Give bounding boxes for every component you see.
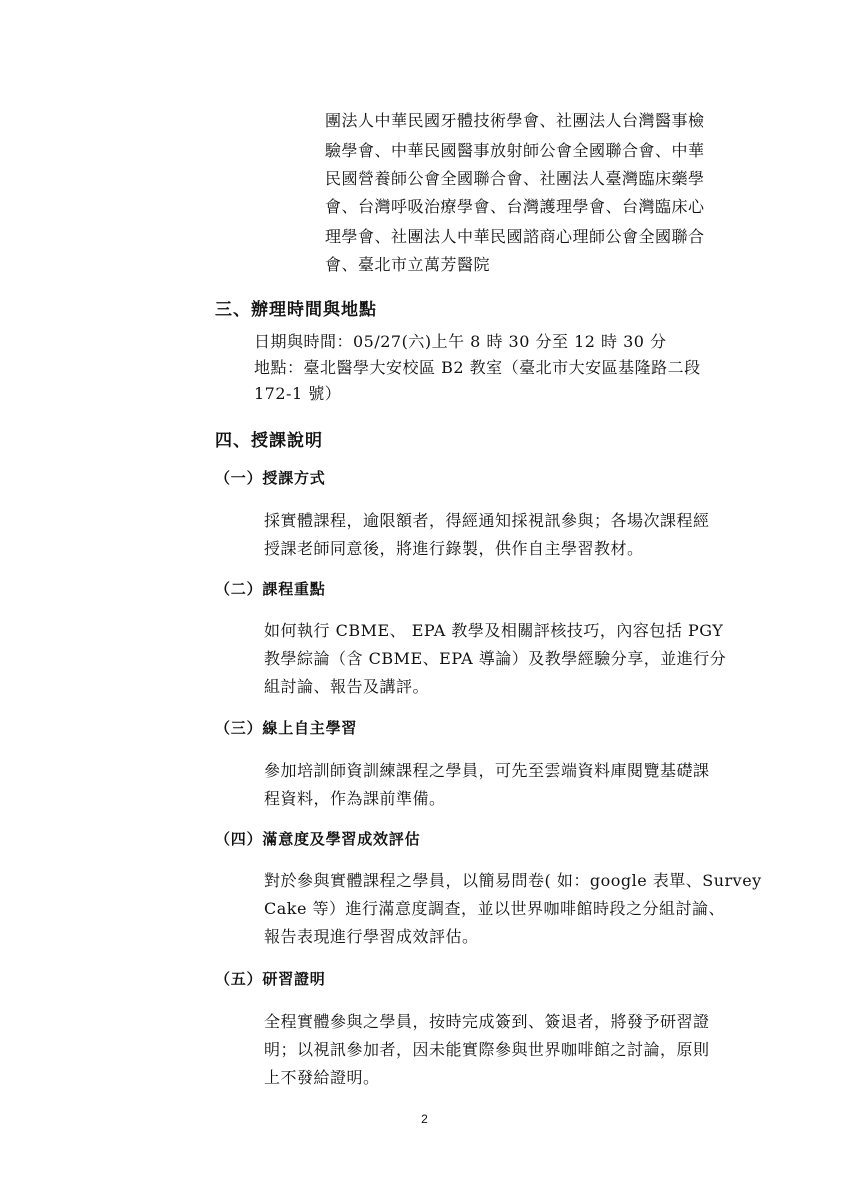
text-line: 驗學會、中華民國醫事放射師公會全國聯合會、中華 [325, 141, 705, 160]
text-line: 報告表現進行學習成效評估。 [264, 927, 479, 946]
text-line: 上不發給證明。 [264, 1068, 380, 1087]
text-line: 民國營養師公會全國聯合會、社團法人臺灣臨床藥學 [325, 169, 705, 188]
subsection-title-course-focus: （二）課程重點 [215, 580, 326, 598]
text-line: 明；以視訊參加者，因未能實際參與世界咖啡館之討論，原則 [264, 1040, 710, 1059]
text-line: 全程實體參與之學員，按時完成簽到、簽退者，將發予研習證 [264, 1012, 710, 1031]
location-line-cont: 172-1 號） [254, 384, 342, 403]
text-line: 授課老師同意後，將進行錄製，供作自主學習教材。 [264, 539, 644, 558]
text-line: 對於參與實體課程之學員，以簡易問卷( 如：google 表單、Survey [264, 871, 762, 890]
text-line: 參加培訓師資訓練課程之學員，可先至雲端資料庫閱覽基礎課 [264, 761, 710, 780]
subsection-title-satisfaction-evaluation: （四）滿意度及學習成效評估 [215, 830, 421, 848]
text-line: 會、台灣呼吸治療學會、台灣護理學會、台灣臨床心 [325, 197, 705, 216]
text-line: 組討論、報告及講評。 [264, 677, 430, 696]
page-number: 2 [421, 1112, 428, 1126]
text-line: 團法人中華民國牙體技術學會、社團法人台灣醫事檢 [325, 111, 705, 130]
text-line: 理學會、社團法人中華民國諮商心理師公會全國聯合 [325, 227, 705, 246]
subsection-title-teaching-method: （一）授課方式 [215, 469, 326, 487]
text-line: 如何執行 CBME、 EPA 教學及相關評核技巧，內容包括 PGY [264, 621, 724, 640]
section-heading-time-location: 三、辦理時間與地點 [215, 300, 377, 320]
text-line: 教學綜論（含 CBME、EPA 導論）及教學經驗分享，並進行分 [264, 649, 727, 668]
text-line: 會、臺北市立萬芳醫院 [325, 255, 491, 274]
subsection-title-certificate: （五）研習證明 [215, 970, 326, 988]
date-time-line: 日期與時間：05/27(六)上午 8 時 30 分至 12 時 30 分 [254, 332, 667, 351]
text-line: 程資料，作為課前準備。 [264, 789, 446, 808]
text-line: Cake 等）進行滿意度調查，並以世界咖啡館時段之分組討論、 [264, 899, 726, 918]
subsection-title-online-self-study: （三）線上自主學習 [215, 719, 358, 737]
section-heading-course-description: 四、授課說明 [215, 431, 323, 451]
location-line: 地點：臺北醫學大安校區 B2 教室（臺北市大安區基隆路二段 [254, 358, 701, 377]
text-line: 採實體課程，逾限額者，得經通知採視訊參與；各場次課程經 [264, 511, 710, 530]
